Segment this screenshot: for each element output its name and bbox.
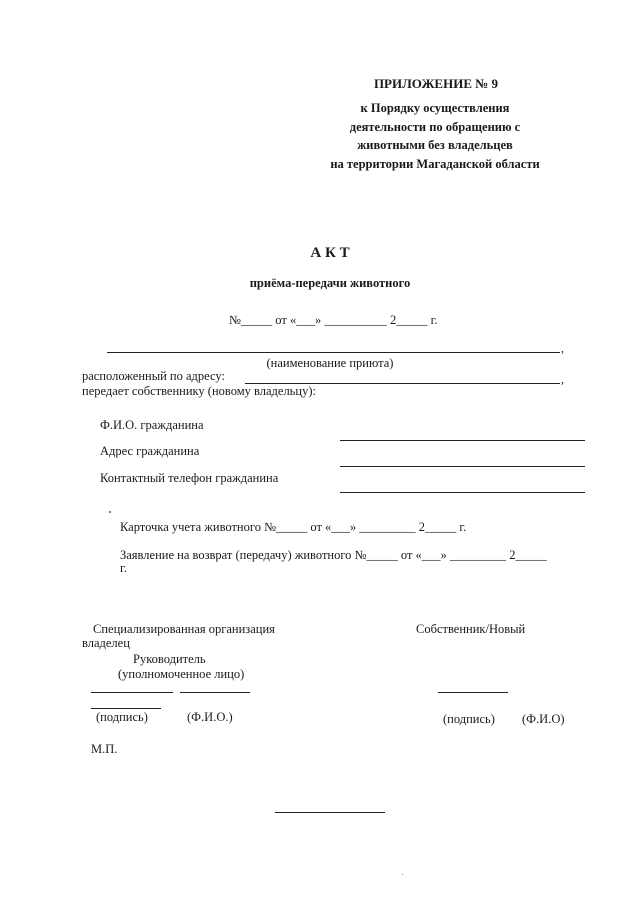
stamp-label: М.П. [91, 742, 118, 756]
new-owner-label: Собственник/Новый [416, 622, 526, 636]
comma-mark: , [561, 341, 564, 355]
transfers-label: передает собственнику (новому владельцу): [82, 384, 316, 398]
citizen-name-line [340, 440, 585, 441]
citizen-address-label: Адрес гражданина [100, 444, 200, 458]
left-fio-line [180, 692, 250, 693]
return-statement-line: Заявление на возврат (передачу) животного №_____ от «___» _________ 2_____ [120, 548, 547, 562]
shelter-name-line [107, 352, 560, 353]
left-sign-caption: (подпись) [96, 710, 148, 724]
header-line-4: на территории Магаданской области [330, 157, 540, 171]
act-title: А К Т [310, 245, 350, 261]
appendix-title: ПРИЛОЖЕНИЕ № 9 [373, 76, 499, 91]
comma-mark-2: , [561, 372, 564, 386]
left-signature-line [91, 692, 173, 693]
header-line-3: животными без владельцев [357, 138, 513, 152]
specialized-org-label: Специализированная организация [93, 622, 275, 636]
citizen-address-line [340, 466, 585, 467]
owner-label: владелец [82, 636, 130, 650]
scan-dot-2 [402, 874, 403, 875]
shelter-address-label: расположенный по адресу: [82, 369, 225, 383]
citizen-phone-line [340, 492, 585, 493]
left-signature-line-2 [91, 708, 161, 709]
header-line-1: к Порядку осуществления [360, 101, 510, 115]
citizen-name-label: Ф.И.О. гражданина [100, 418, 204, 432]
right-signature-line [438, 692, 508, 693]
citizen-phone-label: Контактный телефон гражданина [100, 471, 279, 485]
left-fio-caption: (Ф.И.О.) [187, 710, 233, 724]
right-sign-caption: (подпись) [443, 712, 495, 726]
act-number-line: №_____ от «___» __________ 2_____ г. [229, 313, 438, 327]
right-fio-caption: (Ф.И.О) [522, 712, 565, 726]
act-subtitle: приёма-передачи животного [249, 276, 411, 290]
header-line-2: деятельности по обращению с [349, 120, 521, 134]
return-statement-end: г. [120, 561, 127, 575]
head-label: Руководитель [133, 652, 206, 666]
scan-dot [109, 511, 111, 513]
animal-card-line: Карточка учета животного №_____ от «___» _________ 2_____ г. [120, 520, 467, 534]
shelter-caption: (наименование приюта) [266, 356, 394, 370]
bottom-divider [275, 812, 385, 813]
authorized-person-label: (уполномоченное лицо) [118, 667, 245, 681]
